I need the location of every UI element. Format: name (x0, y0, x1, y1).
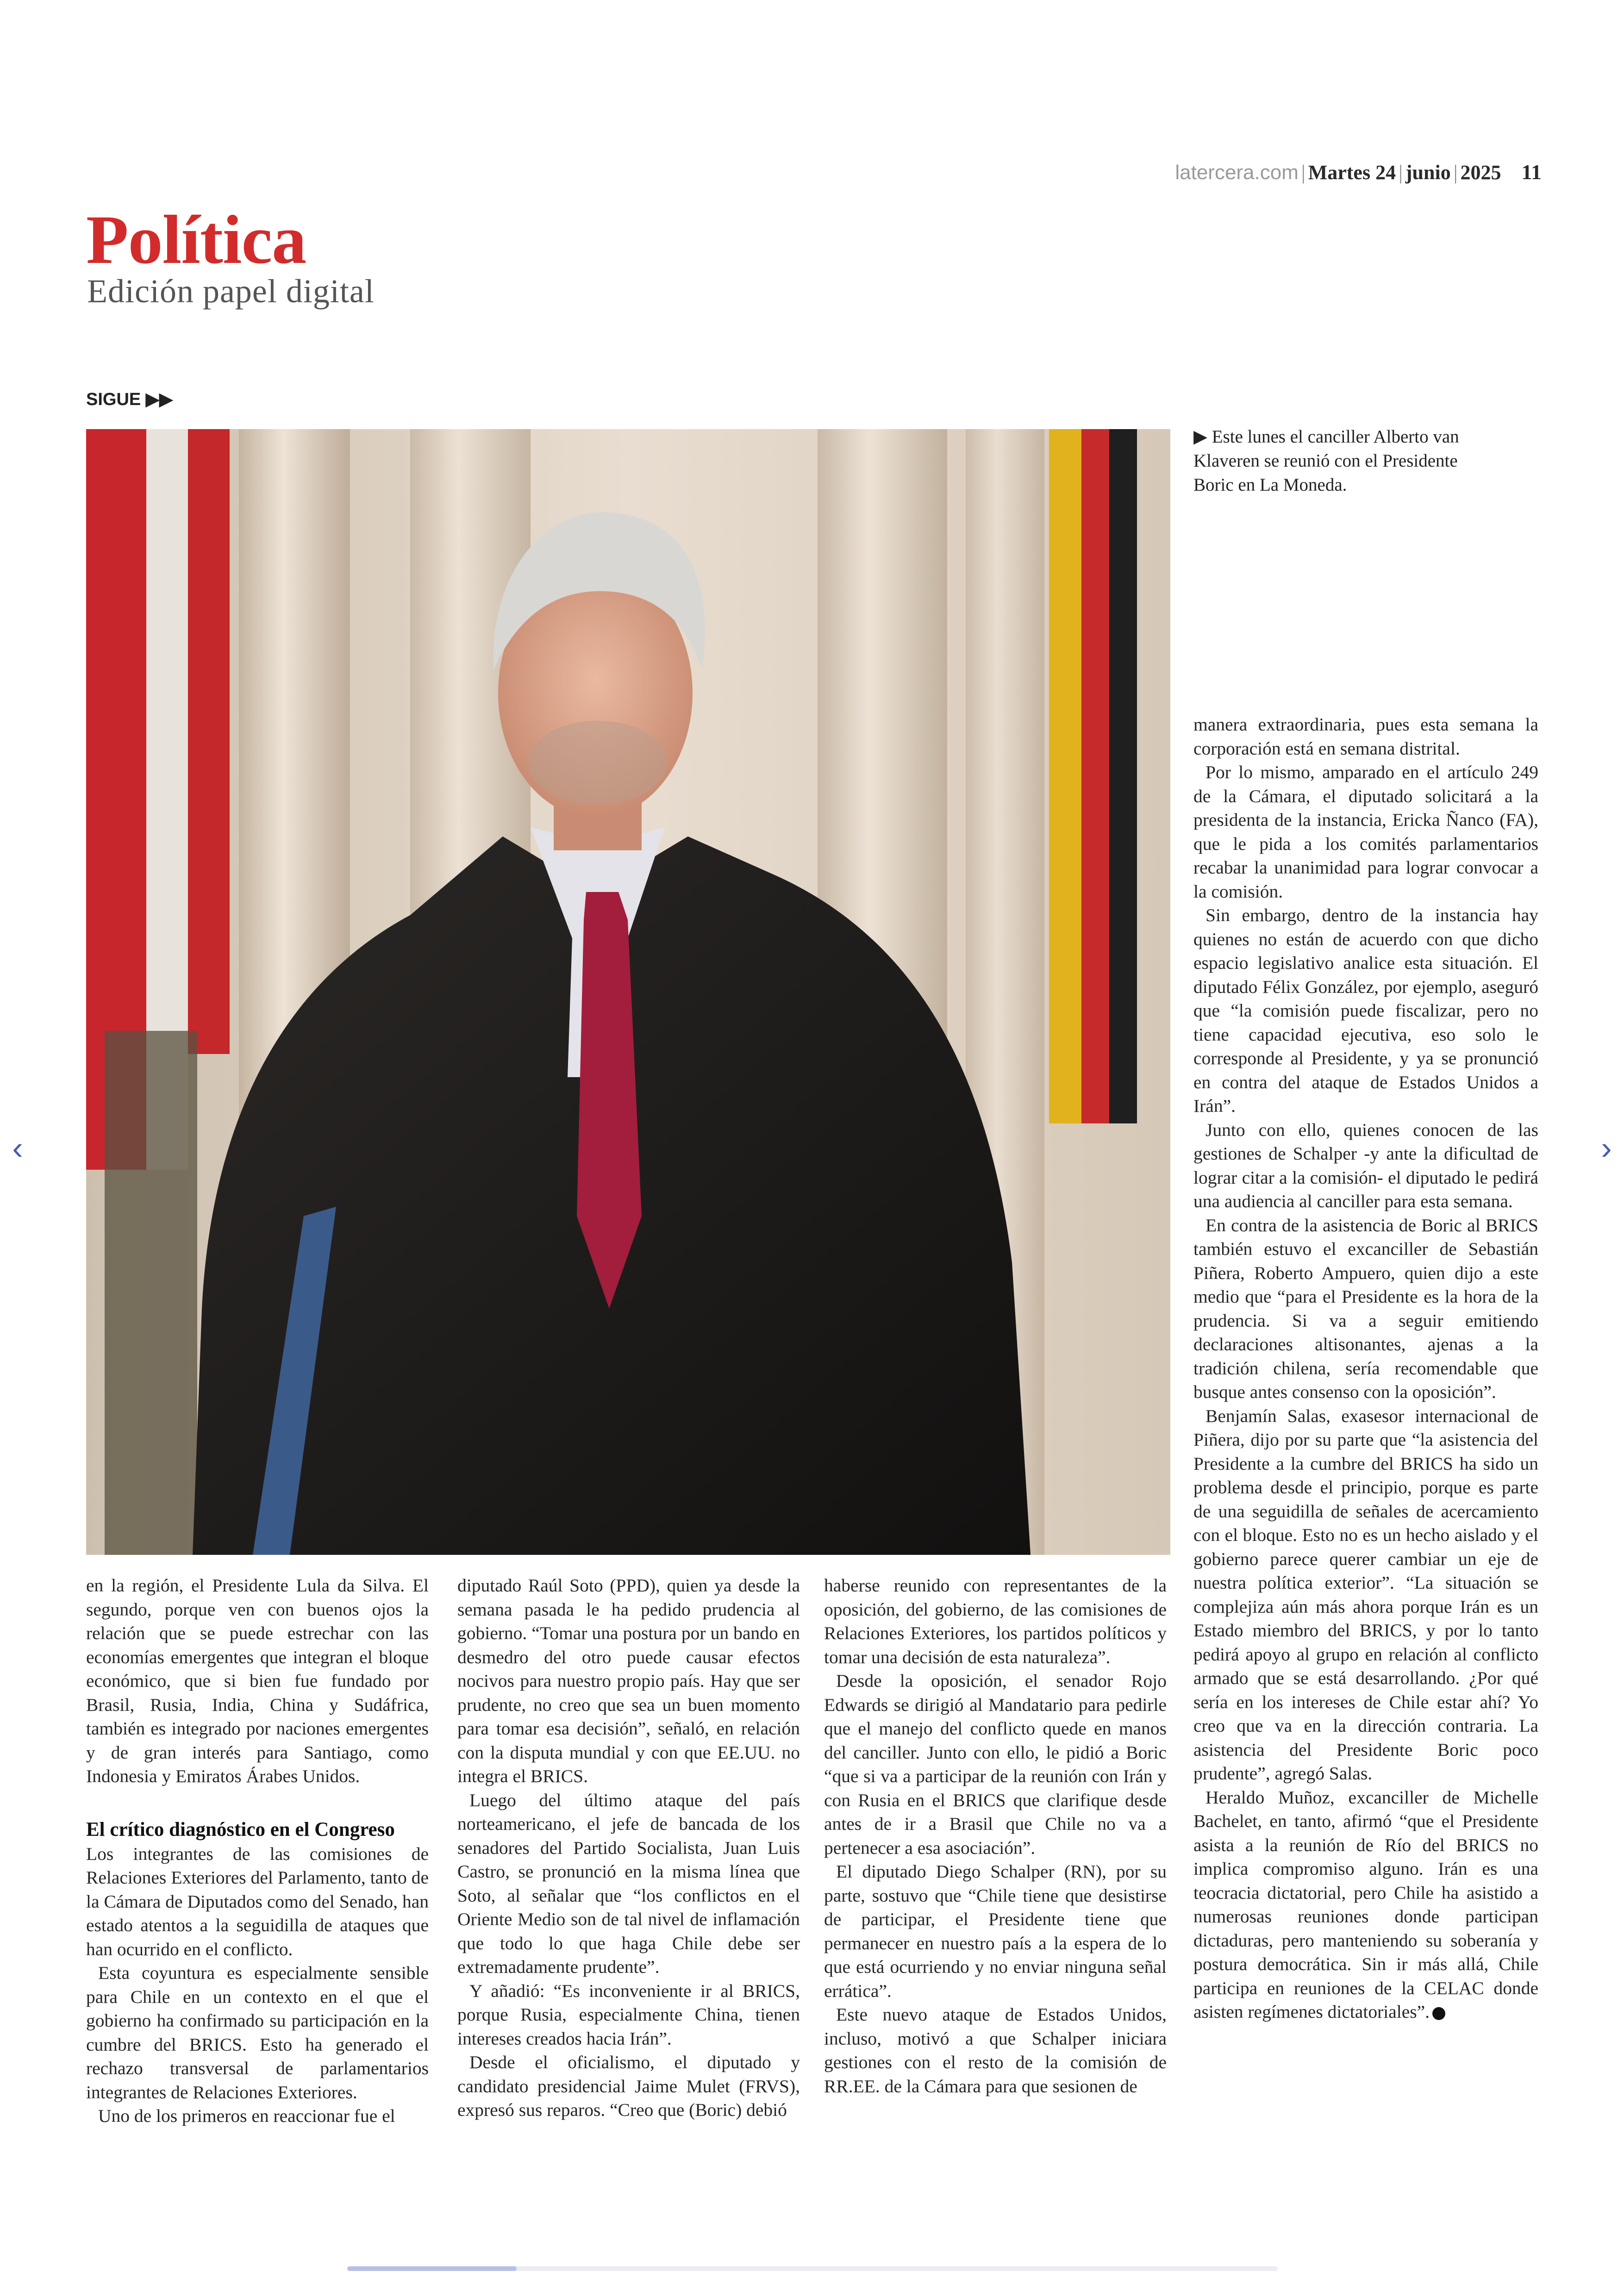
chevron-right-icon[interactable]: › (1601, 1130, 1612, 1166)
article-column-1 (86, 1574, 429, 2128)
paragraph-final-text: Heraldo Muñoz, excanciller de Michelle Bachelet, en tanto, afirmó “que el Presidente asista a la reunión de Río del BRICS no implica compromiso alguno. Irán es una teocracia dictatorial, pero Chile ha asistido a numerosas reuniones donde participan dictaduras, pero manteniendo su soberanía y postura democrática. Sin ir más allá, Chile participa en reuniones de la CELAC donde asisten regímenes dictatoriales”. (1193, 1787, 1538, 2022)
paragraph: Desde la oposición, el senador Rojo Edwards se dirigió al Mandatario para pedirle que el manejo del conflicto quede en manos del canciller. Junto con ello, le pidió a Boric “que si va a participar de la reunión con Irán y con Rusia en el BRICS que clarifique desde antes de ir a Brasil que Chile no va a pertenecer a esa asociación”. (824, 1671, 1167, 1858)
paragraph: diputado Raúl Soto (PPD), quien ya desde la semana pasada le ha pedido prudencia al gobierno. “Tomar una postura por un bando en desmedro del otro puede causar efectos nocivos para nuestro propio país. Hay que ser prudente, no creo que sea un buen momento para tomar esa decisión”, señaló, en relación con la disputa mundial y con que EE.UU. no integra el BRICS. (457, 1575, 800, 1786)
paragraph-final (1193, 1786, 1538, 2024)
subheading: El crítico diagnóstico en el Congreso (86, 1818, 395, 1840)
paragraph: haberse reunido con representantes de la oposición, del gobierno, de las comisiones de Relaciones Exteriores, los partidos políticos y tomar una decisión de esta naturaleza”. (824, 1575, 1167, 1667)
paragraph: Desde el oficialismo, el diputado y candidato presidencial Jaime Mulet (FRVS), expresó sus reparos. “Creo que (Boric) debió (457, 2052, 800, 2120)
sigue-label: SIGUE ▶▶ (86, 390, 173, 409)
section-title: Política (86, 201, 306, 278)
article-column-2 (457, 1574, 800, 2122)
paragraph: Por lo mismo, amparado en el artículo 249 de la Cámara, el diputado solicitará a la presidenta de la instancia, Ericka Ñanco (FA), que le pida a los comités parlamentarios recabar la unanimidad para lograr convocar a la comisión. (1193, 762, 1538, 902)
date-weekday-day: Martes 24 (1308, 161, 1396, 184)
paragraph: Y añadió: “Es inconveniente ir al BRICS, porque Rusia, especialmente China, tienen intereses creados hacia Irán”. (457, 1980, 800, 2049)
site-name: latercera.com (1175, 161, 1299, 184)
horizontal-scrollbar[interactable] (347, 2266, 1278, 2271)
chevron-left-icon[interactable]: ‹ (12, 1130, 23, 1166)
paragraph: Junto con ello, quienes conocen de las gestiones de Schalper -y ante la dificultad de lograr citar a la comisión- el diputado le pedirá una audiencia al canciller para esta semana. (1193, 1119, 1538, 1211)
paragraph: Sin embargo, dentro de la instancia hay quienes no están de acuerdo con que dicho espacio legislativo analice esta situación. El diputado Félix González, por ejemplo, aseguró que “la comisión puede fiscalizar, pero no tiene capacidad ejecutiva, eso solo le corresponde al Presidente, y ya se pronunció en contra del ataque de Estados Unidos a Irán”. (1193, 905, 1538, 1116)
paragraph: en la región, el Presidente Lula da Silva. El segundo, porque ven con buenos ojos la relación que se puede estrechar con las economías emergentes que integran el bloque económico, que si bien fue fundado por Brasil, Rusia, India, China y Sudáfrica, también es integrado por naciones emergentes y de gran interés para Santiago, como Indonesia y Emiratos Árabes Unidos. (86, 1575, 429, 1786)
date-year: 2025 (1460, 161, 1501, 184)
paragraph: Esta coyuntura es especialmente sensible para Chile en un contexto en el que el gobierno ha confirmado su participación en la cumbre del BRICS. Esto ha generado el rechazo transversal de parlamentarios integrantes de Relaciones Exteriores. (86, 1963, 429, 2102)
paragraph: Benjamín Salas, exasesor internacional de Piñera, dijo por su parte que “la asistencia del Presidente a la cumbre del BRICS ha sido un problema desde el principio, porque es parte de una seguidilla de señales de acercamiento con el bloque. Esto no es un hecho aislado y el gobierno parece querer cambiar un eje de nuestra política exterior”. “La situación se complejiza aún más ahora porque Irán es un Estado miembro del BRICS, y por lo tanto pedirá apoyo al grupo en relación al conflicto armado que se está desarrollando. ¿Por qué sería en los intereses de Chile estar ahí? Yo creo que va en la dirección contraria. La asistencia del Presidente Boric poco prudente”, agregó Salas. (1193, 1405, 1538, 1784)
article-photo (86, 429, 1170, 1555)
scrollbar-thumb[interactable] (347, 2266, 517, 2271)
article-column-3 (824, 1574, 1167, 2098)
article-column-4 (1193, 713, 1538, 2024)
paragraph: Uno de los primeros en reaccionar fue el (98, 2106, 395, 2126)
section-subtitle: Edición papel digital (87, 273, 375, 310)
paragraph: En contra de la asistencia de Boric al BRICS también estuvo el excanciller de Sebastián Piñera, Roberto Ampuero, quien dijo a este medio que “para el Presidente es la hora de la prudencia. Si va a seguir emitiendo declaraciones altisonantes, ajenas a la tradición chilena, sería recomendable que busque antes consenso con la oposición”. (1193, 1215, 1538, 1402)
paragraph: Este nuevo ataque de Estados Unidos, incluso, motivó a que Schalper iniciara gestiones con el resto de la comisión de RR.EE. de la Cámara para que sesionen de (824, 2004, 1167, 2096)
photo-caption: ▶ Este lunes el canciller Alberto van Klaveren se reunió con el Presidente Boric en La Moneda. (1193, 427, 1459, 495)
page-number: 11 (1521, 160, 1542, 184)
masthead: latercera.com | Martes 24 | junio | 2025 11 (1175, 160, 1542, 184)
paragraph: Los integrantes de las comisiones de Relaciones Exteriores del Parlamento, tanto de la Cámara de Diputados como del Senado, han estado atentos a la seguidilla de ataques que han ocurrido en el conflicto. (86, 1843, 429, 1959)
paragraph: manera extraordinaria, pues esta semana la corporación está en semana distrital. (1193, 714, 1538, 759)
paragraph: El diputado Diego Schalper (RN), por su parte, sostuvo que “Chile tiene que desistirse de participar, el Presidente tiene que permanecer en nuestro país a la espera de lo que está ocurriendo y no enviar ninguna señal errática”. (824, 1861, 1167, 2001)
paragraph: Luego del último ataque del país norteamericano, el jefe de bancada de los senadores del Partido Socialista, Juan Luis Castro, se pronunció en la misma línea que Soto, al señalar que “los conflictos en el Oriente Medio son de tal nivel de inflamación que todo lo que haga Chile debe ser extremadamente prudente”. (457, 1790, 800, 1977)
end-dot-icon (1432, 2007, 1445, 2020)
date-month: junio (1405, 161, 1451, 184)
